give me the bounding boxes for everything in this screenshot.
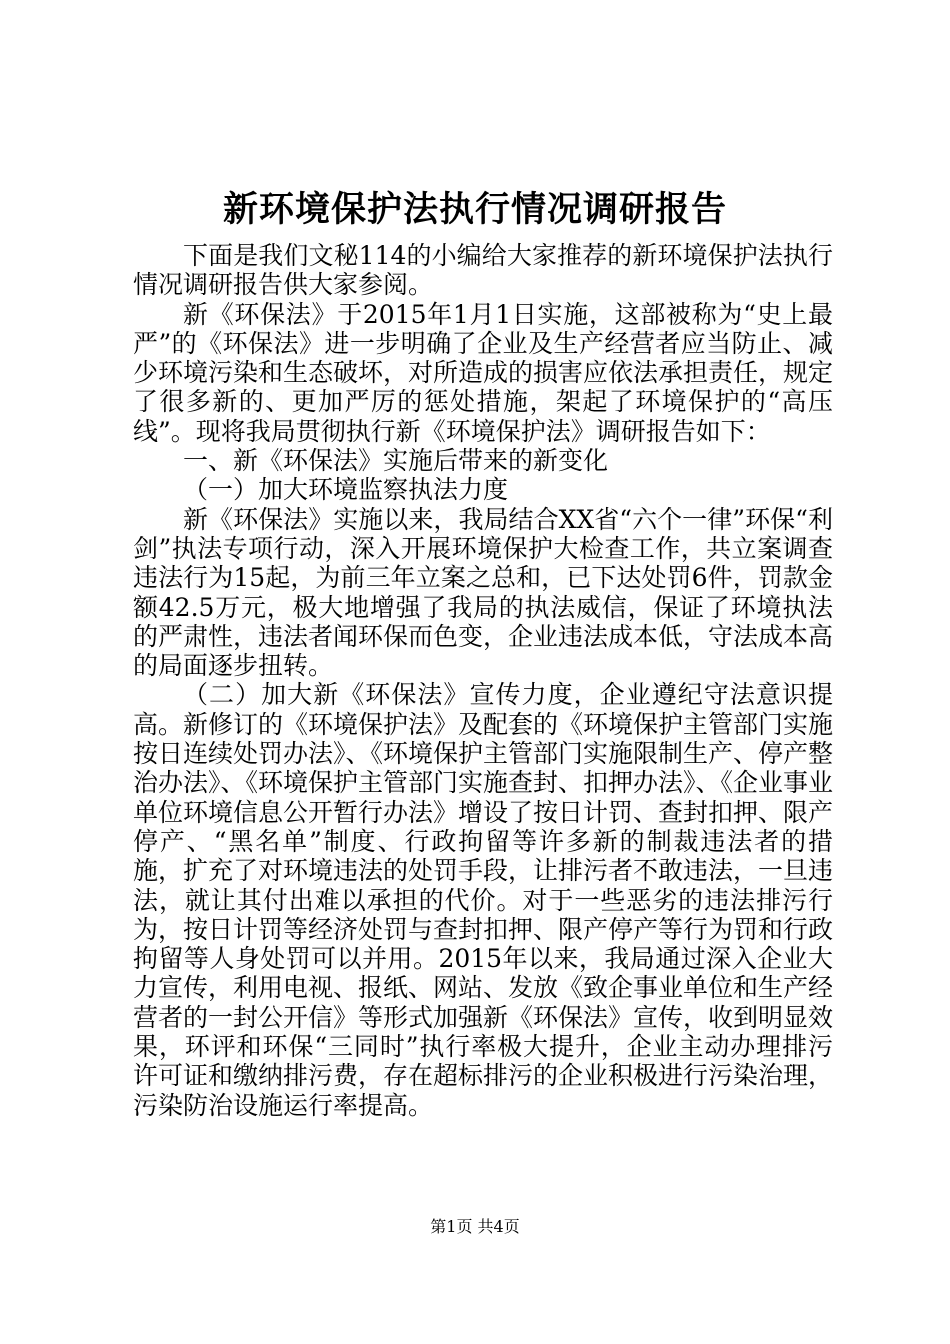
- intro-paragraph: 下面是我们文秘114的小编给大家推荐的新环境保护法执行情况调研报告供大家参阅。: [133, 241, 833, 300]
- background-paragraph: 新《环保法》于2015年1月1日实施，这部被称为“史上最严”的《环保法》进一步明确了企业及生产经营者应当防止、减少环境污染和生态破坏，对所造成的损害应依法承担责任，规定了很多新的、更加严厉的惩处措施，架起了环境保护的“高压线”。现将我局贯彻执行新《环境保护法》调研报告如下：: [133, 299, 834, 446]
- section-heading-1: 一、新《环保法》实施后带来的新变化: [183, 446, 609, 476]
- page-number-footer: 第1页 共4页: [430, 1217, 520, 1236]
- enforcement-paragraph: 新《环保法》实施以来，我局结合XX省“六个一律”环保“利剑”执法专项行动，深入开展环境保护大检查工作，共立案调查违法行为15起，为前三年立案之总和，已下达处罚6件，罚款金额42.5万元，极大地增强了我局的执法威信，保证了环境执法的严肃性，违法者闻环保而色变，企业违法成本低，守法成本高的局面逐步扭转。: [133, 504, 834, 681]
- document-body: [133, 241, 833, 1120]
- publicity-paragraph: （二）加大新《环保法》宣传力度，企业遵纪守法意识提高。新修订的《环境保护法》及配套的《环境保护主管部门实施按日连续处罚办法》、《环境保护主管部门实施限制生产、停产整治办法》、《环境保护主管部门实施查封、扣押办法》、《企业事业单位环境信息公开暂行办法》增设了按日计罚、查封扣押、限产停产、“黑名单”制度、行政拘留等许多新的制裁违法者的措施，扩充了对环境违法的处罚手段，让排污者不敢违法，一旦违法，就让其付出难以承担的代价。对于一些恶劣的违法排污行为，按日计罚等经济处罚与查封扣押、限产停产等行为罚和行政拘留等人身处罚可以并用。2015年以来，我局通过深入企业大力宣传，利用电视、报纸、网站、发放《致企事业单位和生产经营者的一封公开信》等形式加强新《环保法》宣传，收到明显效果，环评和环保“三同时”执行率极大提升，企业主动办理排污许可证和缴纳排污费，存在超标排污的企业积极进行污染治理，污染防治设施运行率提高。: [133, 680, 834, 1120]
- subsection-heading-1: （一）加大环境监察执法力度: [183, 475, 509, 505]
- document-title: 新环境保护法执行情况调研报告: [222, 189, 727, 230]
